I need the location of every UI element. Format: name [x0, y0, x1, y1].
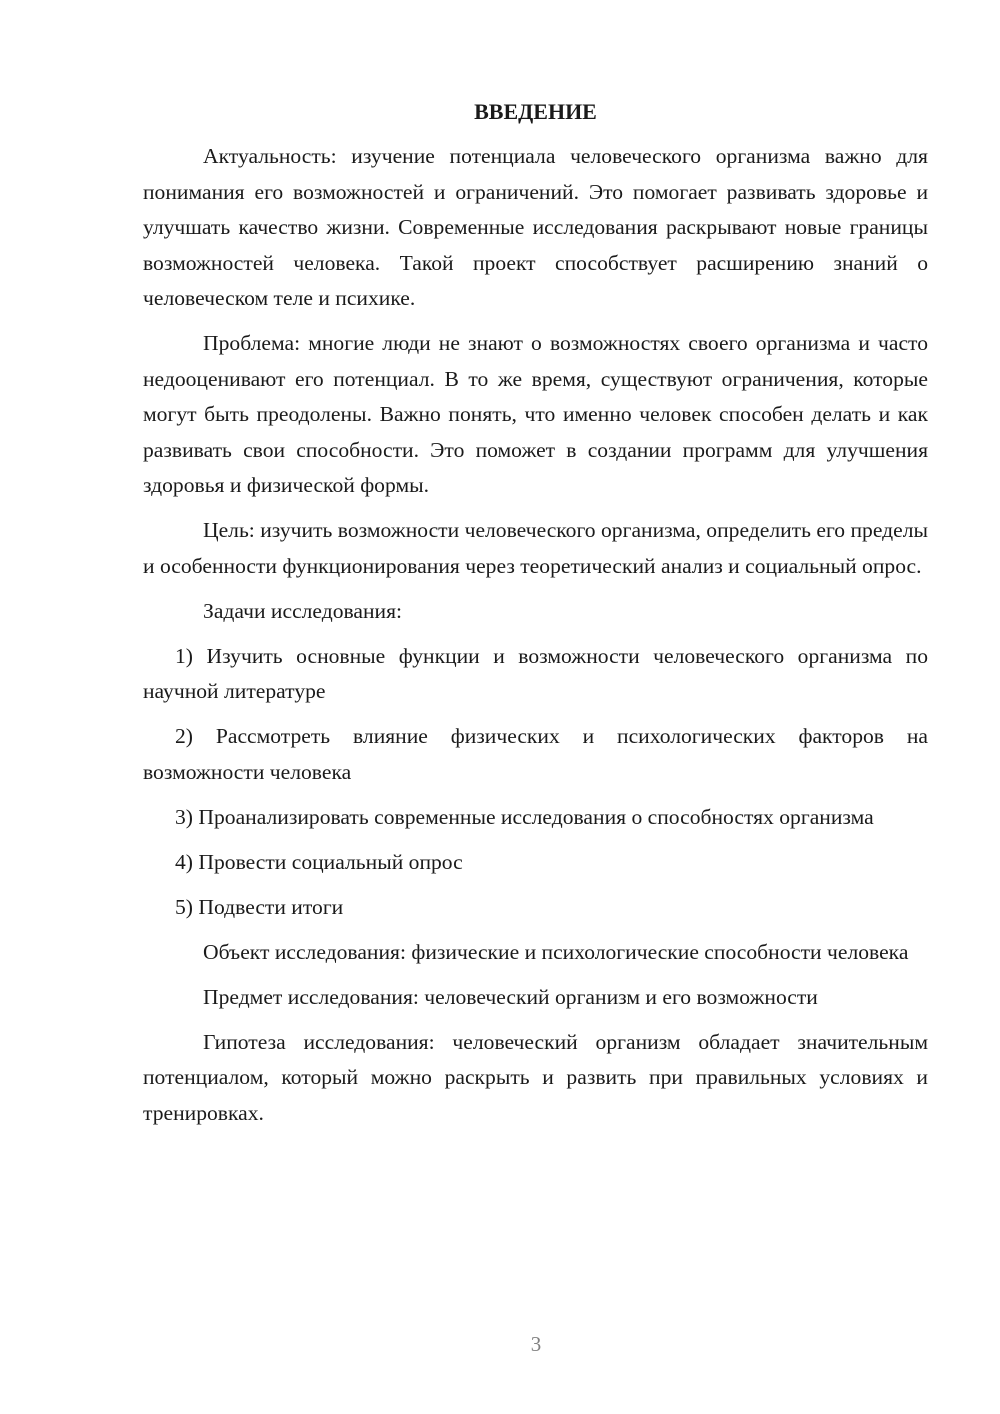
task-item-2: 2) Рассмотреть влияние физических и психологических факторов на возможности человека	[143, 724, 928, 784]
object-paragraph: Объект исследования: физические и психологические способности человека	[203, 939, 909, 964]
subject-paragraph: Предмет исследования: человеческий организм и его возможности	[203, 984, 818, 1009]
task-item-5: 5) Подвести итоги	[175, 894, 344, 919]
relevance-paragraph: Актуальность: изучение потенциала человеческого организма важно для понимания его возможностей и ограничений. Это помогает развивать здоровье и улучшать качество жизни. Современные исследования раскрывают новые границы возможностей человека. Такой проект способствует расширению знаний о человеческом теле и психике.	[143, 144, 928, 310]
task-item-1: 1) Изучить основные функции и возможности человеческого организма по научной литературе	[143, 643, 928, 703]
page-content	[143, 96, 928, 1131]
goal-paragraph: Цель: изучить возможности человеческого организма, определить его пределы и особенности функционирования через теоретический анализ и социальный опрос.	[143, 518, 928, 578]
section-title: ВВЕДЕНИЕ	[474, 99, 597, 124]
task-item-3: 3) Проанализировать современные исследования о способностях организма	[175, 804, 874, 829]
hypothesis-paragraph: Гипотеза исследования: человеческий организм обладает значительным потенциалом, который можно раскрыть и развить при правильных условиях и тренировках.	[143, 1029, 928, 1125]
page-number: 3	[530, 1332, 542, 1356]
task-item-4: 4) Провести социальный опрос	[175, 849, 463, 874]
tasks-heading: Задачи исследования:	[203, 598, 403, 623]
problem-paragraph: Проблема: многие люди не знают о возможностях своего организма и часто недооценивают его потенциал. В то же время, существуют ограничения, которые могут быть преодолены. Важно понять, что именно человек способен делать и как развивать свои способности. Это поможет в создании программ для улучшения здоровья и физической формы.	[143, 331, 928, 497]
